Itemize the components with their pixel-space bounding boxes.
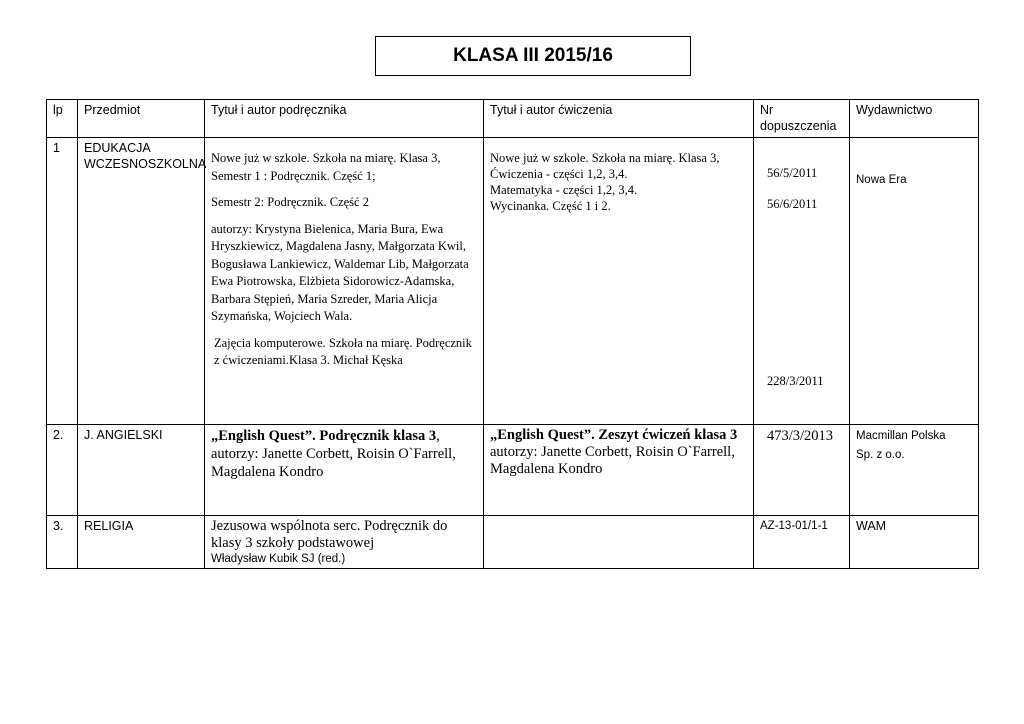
wydawnictwo-line: Sp. z o.o. bbox=[856, 449, 905, 461]
header-przedmiot: Przedmiot bbox=[78, 100, 205, 138]
podrecznik-title: Jezusowa wspólnota serc. Podręcznik do klasy 3 szkoły podstawowej bbox=[211, 518, 448, 551]
podrecznik-authors: autorzy: Krystyna Bielenica, Maria Bura, Ewa Hryszkiewicz, Magdalena Jasny, Małgorzata Kwil, Bogusława Lankiewicz, Waldemar Lib, Małgorzata Ewa Piotrowska, Elżbieta Sidorowicz-Adamska, Barbara Stępień, Maria Szreder, Maria Alicja Szymańska, Wojciech Wala. bbox=[211, 221, 469, 323]
row-przedmiot: RELIGIA bbox=[78, 516, 205, 569]
row-przedmiot: EDUKACJA WCZESNOSZKOLNA bbox=[78, 138, 205, 425]
podrecznik-title: „English Quest”. Podręcznik klasa 3 bbox=[211, 428, 437, 444]
row-lp: 1 bbox=[47, 138, 78, 425]
row-cwiczenia bbox=[484, 425, 754, 516]
wydawnictwo-line: Macmillan Polska bbox=[856, 430, 946, 442]
row-wydawnictwo: Nowa Era bbox=[850, 138, 979, 425]
row-wydawnictwo: WAM bbox=[850, 516, 979, 569]
header-tytul-podrecznika: Tytuł i autor podręcznika bbox=[205, 100, 484, 138]
cwiczenia-line: Nowe już w szkole. Szkoła na miarę. Klasa 3, bbox=[490, 151, 720, 165]
row-lp: 2. bbox=[47, 425, 78, 516]
textbook-table bbox=[46, 99, 979, 569]
row-lp: 3. bbox=[47, 516, 78, 569]
nr-value: 56/6/2011 bbox=[767, 197, 818, 211]
cwiczenia-title: „English Quest”. Zeszyt ćwiczeń klasa 3 bbox=[490, 427, 738, 443]
document-title: KLASA III 2015/16 bbox=[375, 36, 691, 76]
header-nr-dopuszczenia: Nr dopuszczenia bbox=[754, 100, 850, 138]
row-podrecznik bbox=[205, 425, 484, 516]
header-lp: lp bbox=[47, 100, 78, 138]
table-header-row bbox=[47, 100, 979, 138]
table-row bbox=[47, 516, 979, 569]
nr-value: 228/3/2011 bbox=[767, 374, 824, 388]
row-nr bbox=[754, 138, 850, 425]
row-nr: 473/3/2013 bbox=[754, 425, 850, 516]
row-nr: AZ-13-01/1-1 bbox=[754, 516, 850, 569]
podrecznik-line: Nowe już w szkole. Szkoła na miarę. Klasa 3, bbox=[211, 151, 441, 165]
podrecznik-sep: , bbox=[436, 428, 440, 444]
row-cwiczenia bbox=[484, 516, 754, 569]
cwiczenia-line: Ćwiczenia - części 1,2, 3,4. bbox=[490, 167, 628, 181]
podrecznik-zajecia: Zajęcia komputerowe. Szkoła na miarę. Podręcznik z ćwiczeniami.Klasa 3. Michał Kęska bbox=[214, 335, 472, 367]
header-wydawnictwo: Wydawnictwo bbox=[850, 100, 979, 138]
row-cwiczenia bbox=[484, 138, 754, 425]
podrecznik-line: Semestr 2: Podręcznik. Część 2 bbox=[211, 195, 369, 209]
cwiczenia-line: Matematyka - części 1,2, 3,4. bbox=[490, 183, 638, 197]
table-row bbox=[47, 138, 979, 425]
header-tytul-cwiczenia: Tytuł i autor ćwiczenia bbox=[484, 100, 754, 138]
cwiczenia-authors: autorzy: Janette Corbett, Roisin O`Farrell, Magdalena Kondro bbox=[490, 444, 735, 477]
nr-value: 56/5/2011 bbox=[767, 166, 818, 180]
table-row bbox=[47, 425, 979, 516]
row-przedmiot: J. ANGIELSKI bbox=[78, 425, 205, 516]
podrecznik-line: Semestr 1 : Podręcznik. Część 1; bbox=[211, 168, 376, 183]
row-podrecznik bbox=[205, 516, 484, 569]
podrecznik-author: Władysław Kubik SJ (red.) bbox=[211, 553, 346, 565]
row-podrecznik bbox=[205, 138, 484, 425]
podrecznik-authors: autorzy: Janette Corbett, Roisin O`Farrell, Magdalena Kondro bbox=[211, 446, 456, 480]
row-wydawnictwo bbox=[850, 425, 979, 516]
cwiczenia-line: Wycinanka. Część 1 i 2. bbox=[490, 199, 611, 213]
